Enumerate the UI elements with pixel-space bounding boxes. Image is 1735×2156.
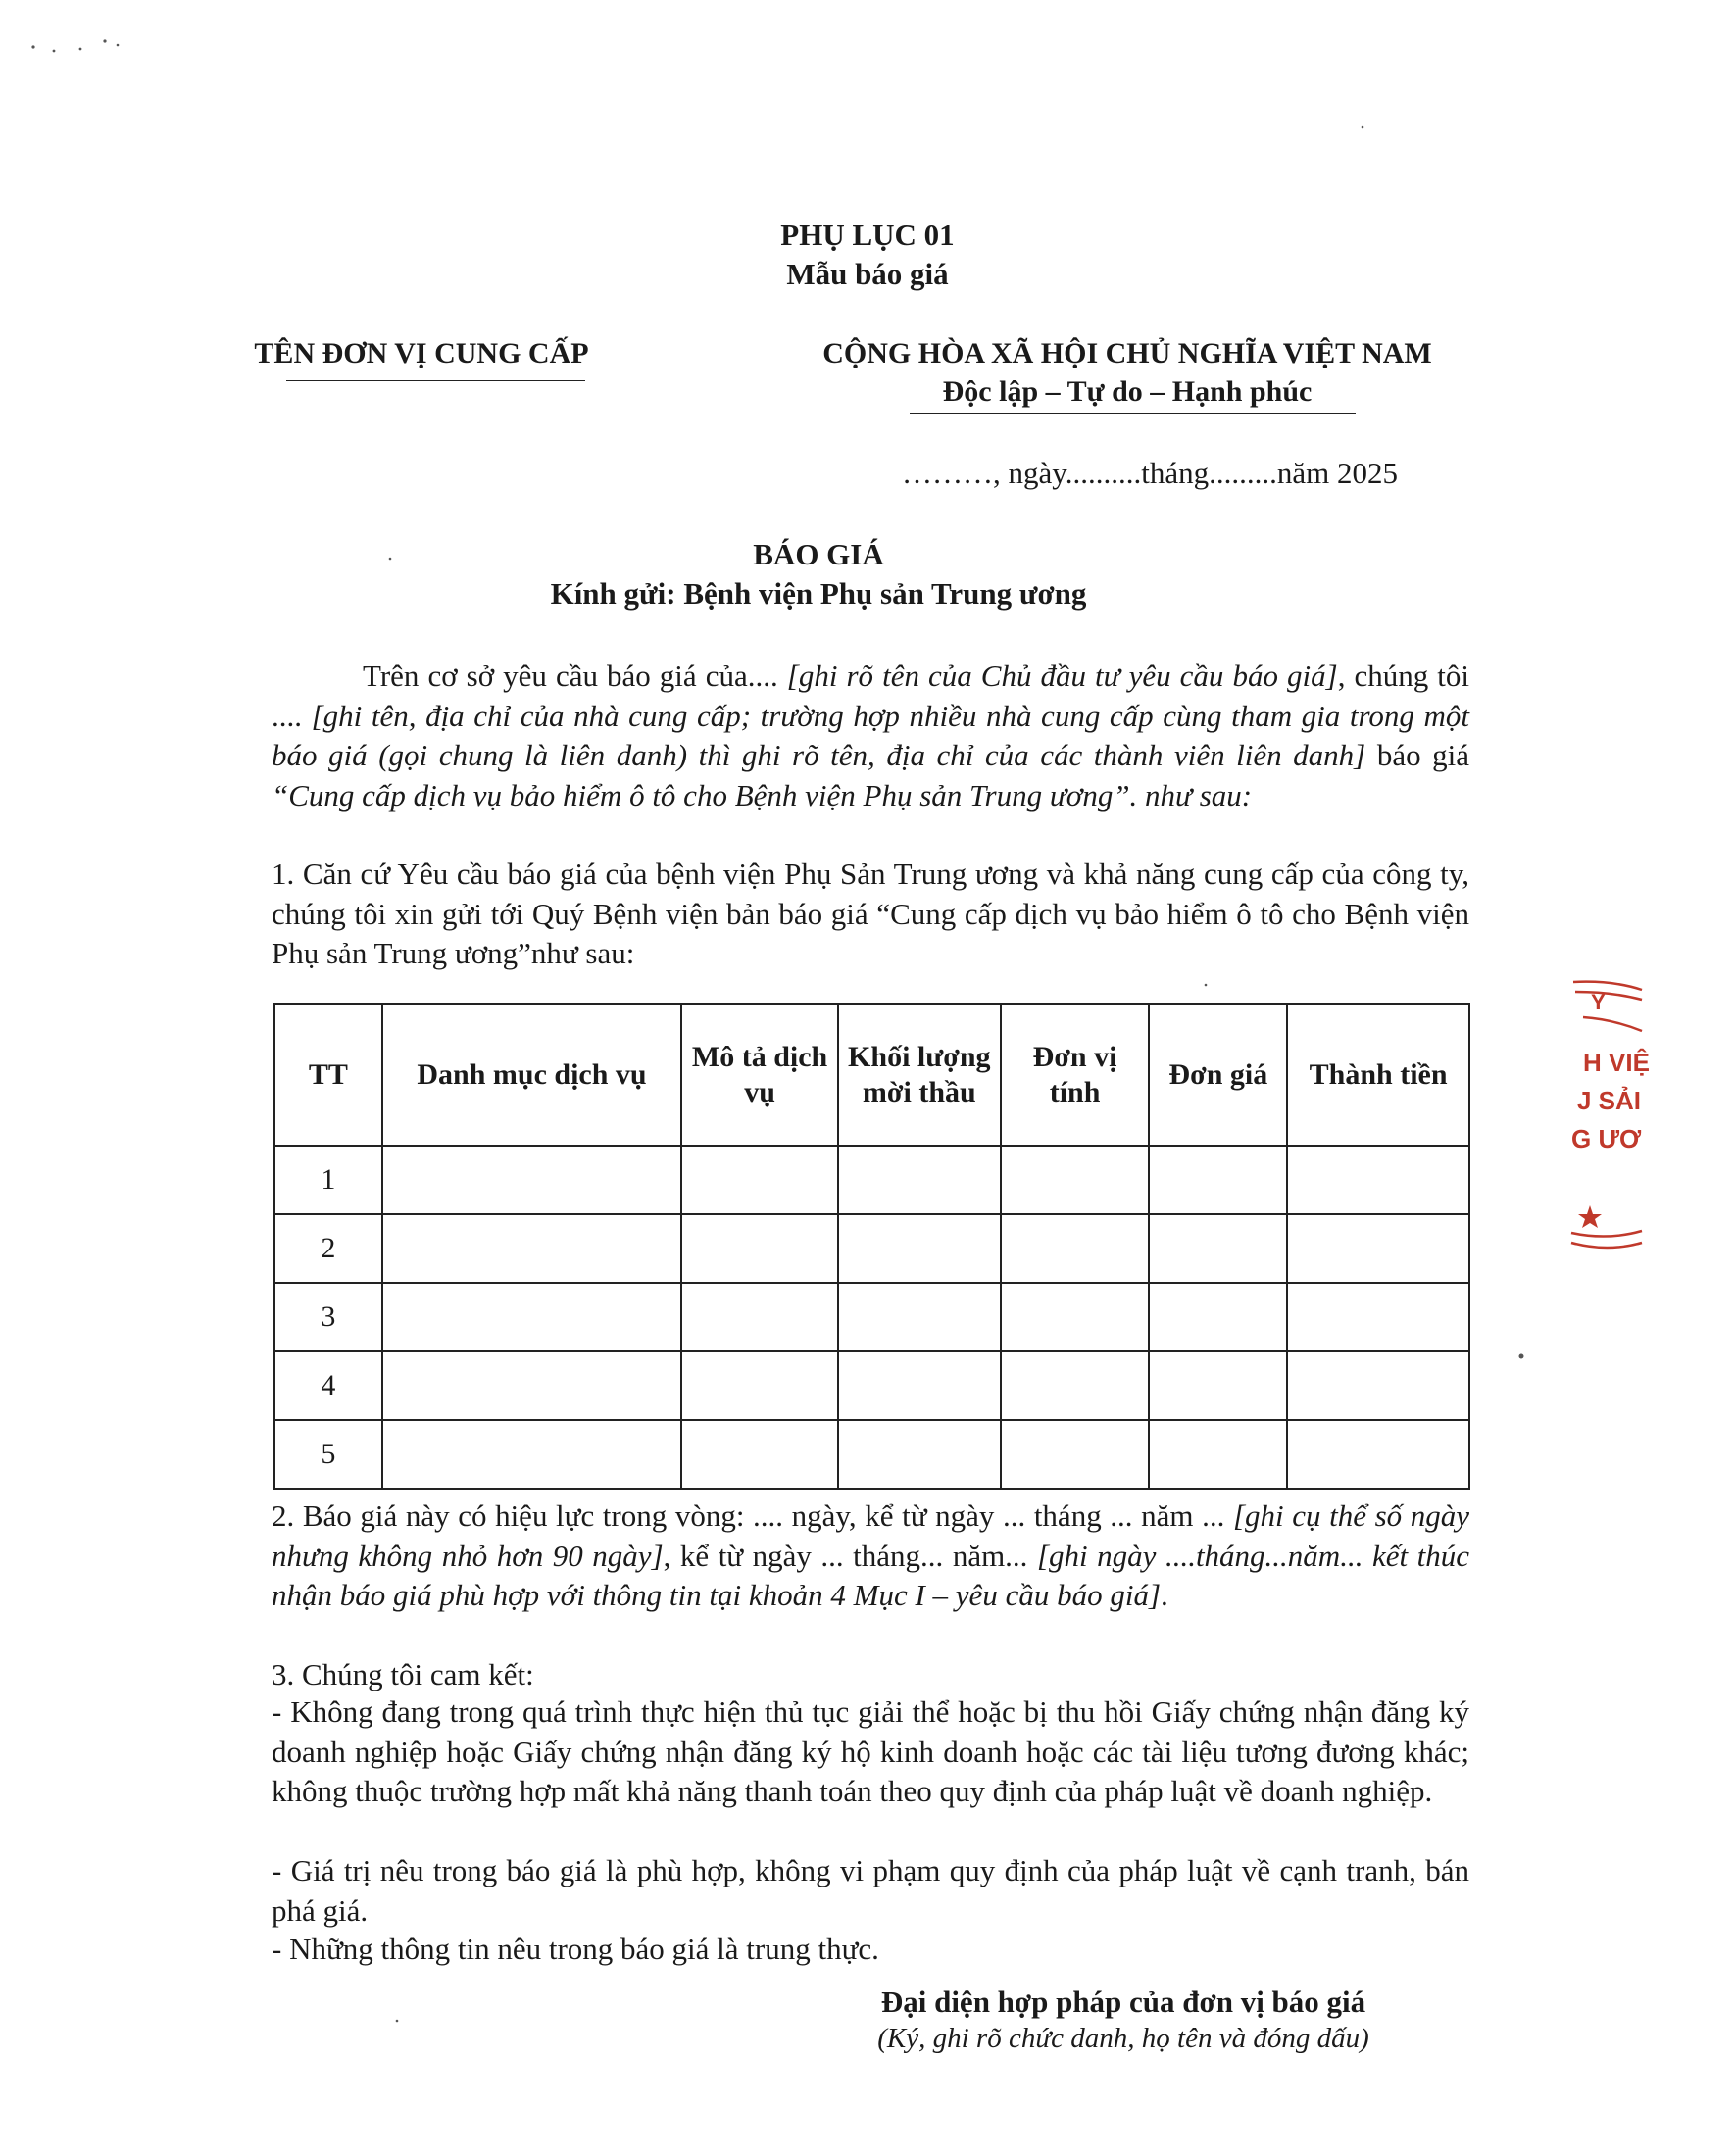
intro-text-3: , chúng tôi .... <box>272 659 1469 733</box>
header-unit: Đơn vị tính <box>1001 1004 1150 1146</box>
intro-text-4: [ghi tên, địa chỉ của nhà cung cấp; trường hợp nhiều nhà cung cấp cùng tham gia trong một báo giá (gọi chung là liên danh) thì ghi rõ tên, địa chỉ của các thành viên liên danh] <box>272 698 1469 772</box>
row-number: 5 <box>274 1420 382 1489</box>
document-title: BÁO GIÁ <box>753 537 884 571</box>
item-3-heading: 3. Chúng tôi cam kết: <box>272 1657 534 1691</box>
appendix-title: PHỤ LỤC 01 <box>780 218 955 252</box>
item-1-paragraph: 1. Căn cứ Yêu cầu báo giá của bệnh viện Phụ Sản Trung ương và khả năng cung cấp của công ty, chúng tôi xin gửi tới Quý Bệnh viện bản báo giá “Cung cấp dịch vụ bảo hiểm ô tô cho Bệnh viện Phụ sản Trung ương”như sau: <box>272 857 1469 970</box>
appendix-subtitle: Mẫu báo giá <box>786 257 949 291</box>
stamp-text-2: H VIỆ <box>1583 1048 1650 1077</box>
item2-text-1: 2. Báo giá này có hiệu lực trong vòng: .... ngày, kể từ ngày ... tháng ... năm ... <box>272 1498 1233 1533</box>
header-unit-price: Đơn giá <box>1149 1004 1287 1146</box>
stamp-text-4: G ƯƠ <box>1571 1124 1642 1153</box>
item2-text-2: [ghi cụ thể số ngày nhưng không nhỏ hơn 90 ngày] <box>272 1498 1469 1573</box>
row-number: 2 <box>274 1214 382 1283</box>
header-tt: TT <box>274 1004 382 1146</box>
header-amount: Thành tiền <box>1287 1004 1469 1146</box>
header-service-description: Mô tả dịch vụ <box>681 1004 838 1146</box>
commitment-bullet-2: - Giá trị nêu trong báo giá là phù hợp, không vi phạm quy định của pháp luật về cạnh tranh, bán phá giá. <box>272 1853 1469 1928</box>
intro-text-5: báo giá <box>1365 738 1470 772</box>
row-number: 3 <box>274 1283 382 1351</box>
intro-text-2: [ghi rõ tên của Chủ đầu tư yêu cầu báo giá] <box>786 659 1338 693</box>
addressee: Kính gửi: Bệnh viện Phụ sản Trung ương <box>550 576 1087 611</box>
row-number: 4 <box>274 1351 382 1420</box>
header-quantity: Khối lượng mời thầu <box>838 1004 1001 1146</box>
commitment-bullet-3: - Những thông tin nêu trong báo giá là trung thực. <box>272 1932 879 1966</box>
date-line: ………, ngày..........tháng.........năm 2025 <box>902 456 1398 490</box>
row-number: 1 <box>274 1146 382 1214</box>
item2-text-5: . <box>1161 1578 1168 1612</box>
supplier-name: TÊN ĐƠN VỊ CUNG CẤP <box>254 337 589 369</box>
stamp-text-3: J SẢI <box>1577 1086 1642 1115</box>
stamp-text-1: Y <box>1591 990 1606 1014</box>
national-motto: Độc lập – Tự do – Hạnh phúc <box>942 375 1313 408</box>
item2-text-3: , kể từ ngày ... tháng... năm... <box>663 1538 1037 1573</box>
republic-header: CỘNG HÒA XÃ HỘI CHỦ NGHĨA VIỆT NAM <box>822 337 1432 369</box>
intro-text-1: Trên cơ sở yêu cầu báo giá của.... <box>363 659 787 693</box>
commitment-bullet-1: - Không đang trong quá trình thực hiện thủ tục giải thể hoặc bị thu hồi Giấy chứng nhận đăng ký doanh nghiệp hoặc Giấy chứng nhận đăng ký hộ kinh doanh hoặc các tài liệu tương đương khác; không thuộc trường hợp mất khả năng thanh toán theo quy định của pháp luật về doanh nghiệp. <box>272 1694 1469 1808</box>
header-service-list: Danh mục dịch vụ <box>382 1004 681 1146</box>
item2-text-4: [ghi ngày ....tháng...năm... kết thúc nhận báo giá phù hợp với thông tin tại khoản 4 Mục I – yêu cầu báo giá] <box>272 1538 1469 1612</box>
signature-title: Đại diện hợp pháp của đơn vị báo giá <box>880 1984 1366 2019</box>
signature-note: (Ký, ghi rõ chức danh, họ tên và đóng dấu) <box>877 2023 1369 2054</box>
intro-text-6: “Cung cấp dịch vụ bảo hiểm ô tô cho Bệnh viện Phụ sản Trung ương”. như sau: <box>272 777 1253 812</box>
